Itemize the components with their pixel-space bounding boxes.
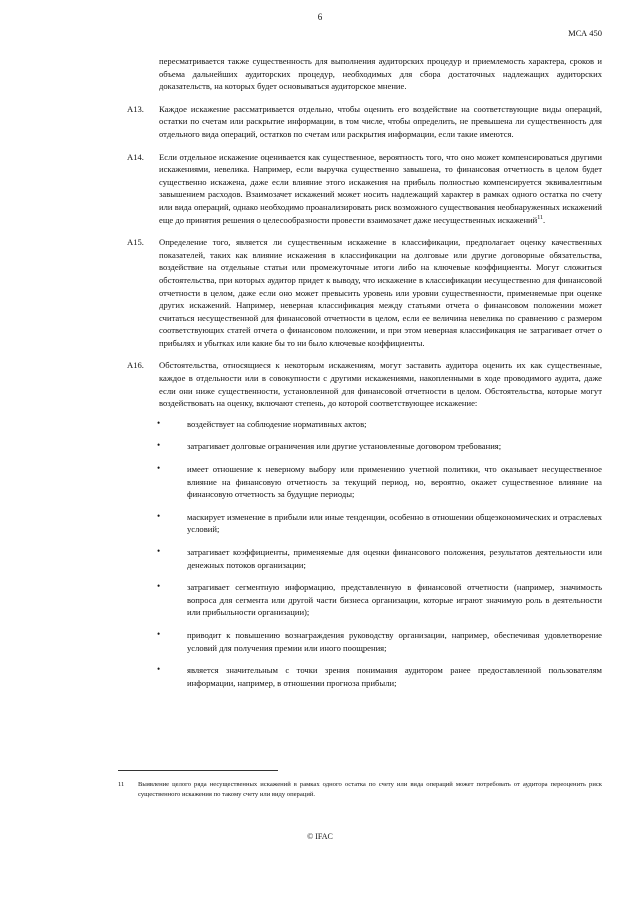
list-item	[159, 463, 602, 501]
list-item-text: является значительным с точки зрения понимания аудитором ранее предоставленной пользователям информации, например, в отношении прогноза прибыли;	[187, 665, 602, 688]
paragraph-text: Каждое искажение рассматривается отдельно, чтобы оценить его воздействие на соответствующие виды операций, остатки по счетам или раскрытие информации, в том числе, чтобы определить, не превышена ли существенность для отдельного вида операций, остатков по счетам или раскрытия информации, если такие имеются.	[159, 103, 602, 139]
footnote-divider	[118, 770, 278, 771]
list-item-text: имеет отношение к неверному выбору или применению учетной политики, что оказывает несущественное влияние на финансовую отчетность за текущий период, но, вероятно, окажет существенное влияние на финансовую отчетность за будущие периоды;	[187, 464, 602, 500]
paragraph-a15	[127, 236, 602, 349]
list-item	[159, 629, 602, 654]
list-item-text: маскирует изменение в прибыли или иные тенденции, особенно в отношении общеэкономических и отраслевых условий;	[187, 511, 602, 535]
paragraph-number: A15.	[127, 237, 144, 248]
bullet-icon: •	[157, 417, 161, 428]
paragraph-text: Обстоятельства, относящиеся к некоторым искажениям, могут заставить аудитора оценить их как существенные, каждое в отдельности или в совокупности с другими искажениями, накопленными в ходе проводимого аудита, даже если они ниже существенности, установленной для финансовой отчетности в целом. Обстоятельства, которые могут воздействовать на оценку, включают степень, до которой соответствующее искажение:	[159, 360, 602, 409]
paragraph-text: Если отдельное искажение оценивается как существенное, вероятность того, что оно может компенсироваться другими искажениями, невелика. Например, если выручка существенно завышена, то финансовая отчетность в целом будет существенно искажена, даже если влияние этого искажения на прибыль полностью компенсируется эквивалентным завышением расходов. Взаимозачет искажений может носить надлежащий характер в рамках одного остатка по счету или вида операций, однако необходимо проанализировать риск возможного существования необнаруженных искажений еще до принятия решения о целесообразности провести взаимозачет даже несущественных искажений	[159, 151, 602, 225]
bullet-icon: •	[157, 664, 161, 675]
paragraph-text: Определение того, является ли существенным искажение в классификации, предполагает оценку качественных показателей, таких как влияние искажения в классификации на долговые или другие договорные обязательства, воздействие на отдельные статьи или промежуточные итоги либо на ключевые коэффициенты. Могут сложиться обстоятельства, при которых аудитор придет к выводу, что искажение в классификации несущественно для финансовой отчетности в целом, даже если оно может превысить уровень или уровни существенности, применяемые при оценке других искажений. Например, неверная классификация между статьями отчета о финансовом положении может считаться несущественной для финансовой отчетности в целом, если ее величина невелика по сравнению с размером соответствующих статей отчета о финансовом положении, и при этом неверная классификация не затрагивает отчет о прибылях и убытках или какие бы то ни было ключевые коэффициенты.	[159, 237, 602, 348]
document-code: МСА 450	[568, 28, 602, 38]
paragraph-a16	[127, 359, 602, 409]
list-item	[159, 546, 602, 571]
bullet-list	[127, 418, 602, 690]
bullet-icon: •	[157, 628, 161, 639]
bullet-icon: •	[157, 440, 161, 451]
list-item-text: затрагивает сегментную информацию, представленную в финансовой отчетности (например, значимость вопроса для сегмента или другой части бизнеса организации, которые играют значимую роль в деятельности или прибыльности организации);	[187, 582, 602, 618]
copyright-notice: © IFAC	[307, 832, 333, 841]
list-item	[159, 418, 602, 431]
list-item-text: затрагивает долговые ограничения или другие установленные договором требования;	[187, 441, 502, 452]
bullet-icon: •	[157, 510, 161, 521]
bullet-icon: •	[157, 581, 161, 592]
list-item-text: воздействует на соблюдение нормативных актов;	[187, 418, 367, 429]
bullet-icon: •	[157, 546, 161, 556]
list-item	[159, 664, 602, 689]
paragraph-a14	[127, 151, 602, 227]
footnote-reference[interactable]: 11	[537, 214, 544, 221]
list-item	[159, 511, 602, 536]
paragraph-text-end: .	[543, 214, 546, 225]
bullet-icon: •	[157, 463, 161, 474]
paragraph-number: A13.	[127, 103, 144, 114]
footnote-text: Выявление целого ряда несущественных искажений в рамках одного остатка по счету или вида операций может потребовать от аудитора переоценить риск существенного искажения по такому счету или виду операций.	[138, 781, 602, 798]
list-item	[159, 440, 602, 453]
page-body	[127, 55, 602, 699]
paragraph-number: A16.	[127, 360, 144, 371]
page-number: 6	[317, 12, 323, 22]
continuation-paragraph: пересматривается также существенность для выполнения аудиторских процедур и приемлемость характера, сроков и объема дальнейших аудиторских процедур, необходимых для сбора достаточных надлежащих аудиторских доказательств, на которых будет основываться аудиторское мнение.	[159, 56, 602, 92]
list-item	[159, 581, 602, 619]
footnote-number: 11	[118, 781, 125, 788]
paragraph-a13	[127, 103, 602, 141]
footnote	[118, 780, 602, 800]
list-item-text: приводит к повышению вознаграждения руководству организации, например, обеспечивая удовлетворение условий для получения премии или иного поощрения;	[187, 629, 602, 653]
paragraph-number: A14.	[127, 151, 144, 162]
list-item-text: затрагивает коэффициенты, применяемые для оценки финансового положения, результатов деятельности или денежных потоков организации;	[187, 547, 602, 570]
